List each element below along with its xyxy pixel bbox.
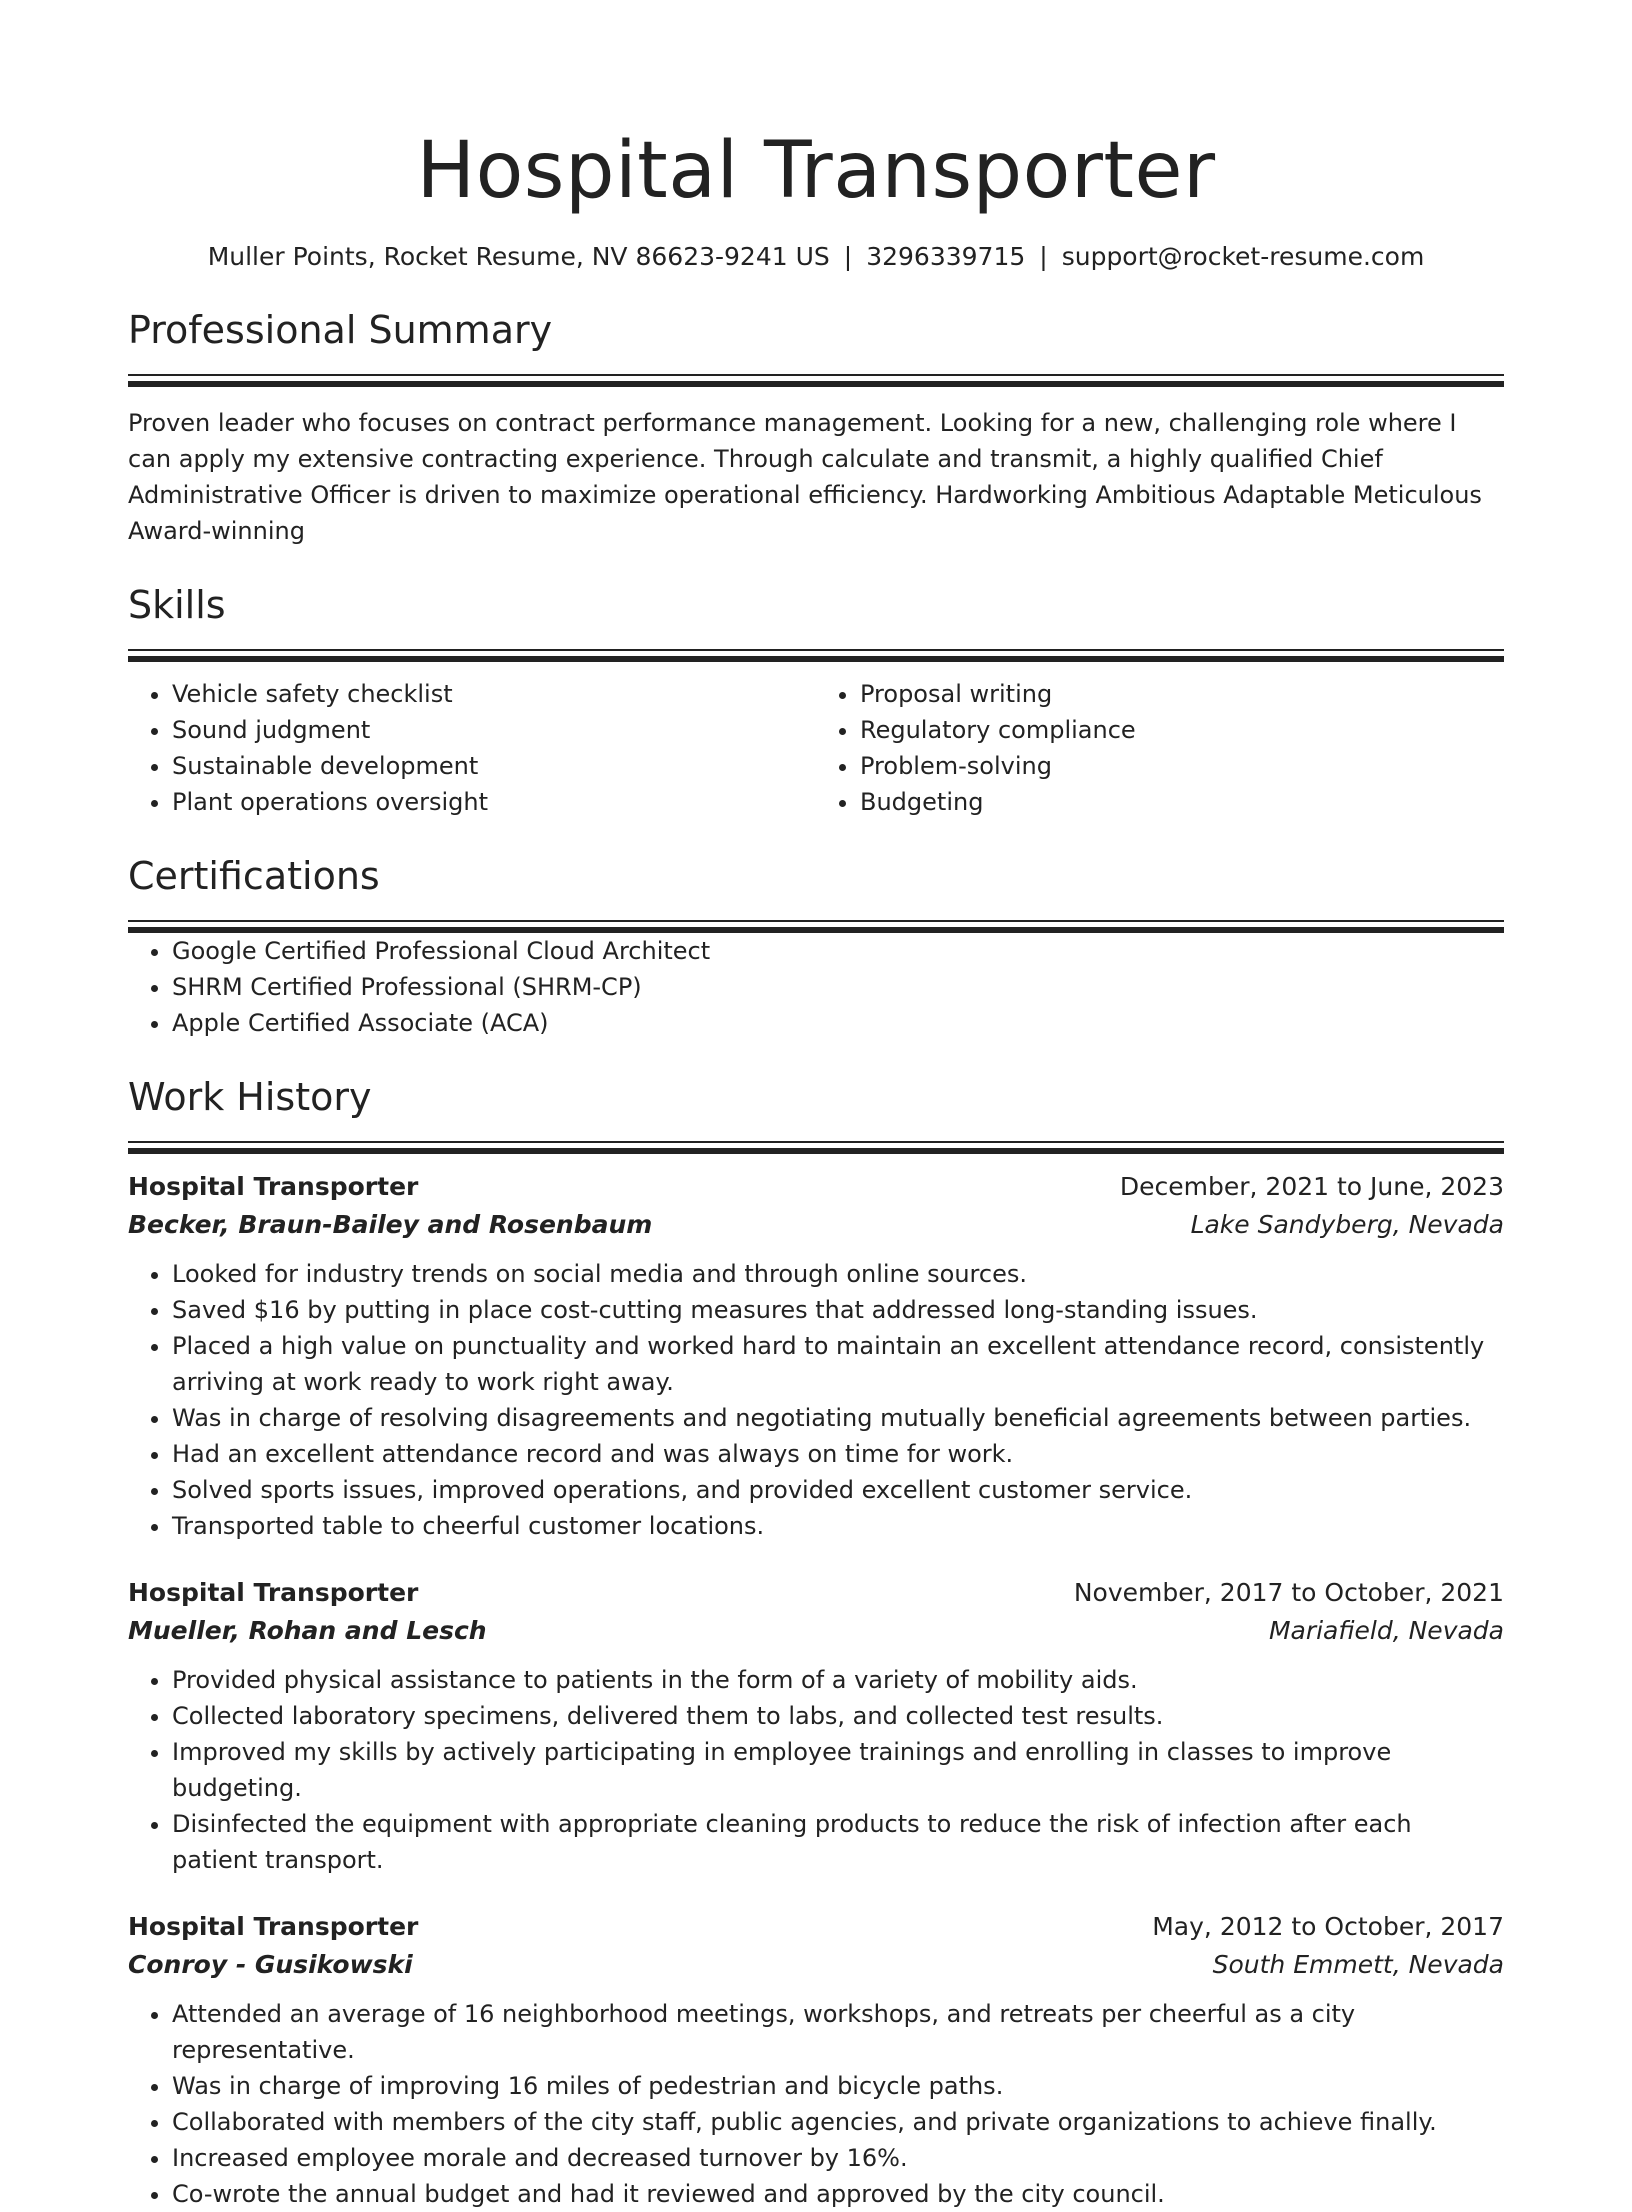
job-bullets <box>128 1256 1504 1544</box>
job-bullet: • Improved my skills by actively participating in employee trainings and enrolling in classes to improve budgeting. <box>172 1734 1504 1806</box>
job-bullet: • Increased employee morale and decreased turnover by 16%. <box>172 2140 1504 2176</box>
job-title: Hospital Transporter <box>128 1578 419 1607</box>
job-bullet: • Saved $16 by putting in place cost-cutting measures that addressed long-standing issues. <box>172 1292 1504 1328</box>
job-bullet: • Collected laboratory specimens, delivered them to labs, and collected test results. <box>172 1698 1504 1734</box>
section-title-work-history: Work History <box>128 1075 372 1119</box>
job-bullet: • Placed a high value on punctuality and worked hard to maintain an excellent attendance record, consistently arriving at work ready to work right away. <box>172 1328 1504 1400</box>
job-bullet: • Transported table to cheerful customer locations. <box>172 1508 1504 1544</box>
job-bullet: • Collaborated with members of the city staff, public agencies, and private organizations to achieve finally. <box>172 2104 1504 2140</box>
job-bullet: • Looked for industry trends on social media and through online sources. <box>172 1256 1504 1292</box>
job-title: Hospital Transporter <box>128 1912 419 1941</box>
summary-text: Proven leader who focuses on contract performance management. Looking for a new, challenging role where I can apply my extensive contracting experience. Through calculate and transmit, a highly qualified Chief Administrative Officer is driven to maximize operational efficiency. Hardworking Ambitious Adaptable Meticulous Award-winning <box>128 409 1482 545</box>
section-divider <box>128 920 1504 933</box>
contact-separator: | <box>1039 242 1048 271</box>
job-dates: December, 2021 to June, 2023 <box>1119 1172 1504 1201</box>
section-divider <box>128 1141 1504 1154</box>
job-title: Hospital Transporter <box>128 1172 419 1201</box>
certifications-section <box>128 850 1504 1041</box>
job-header-row <box>128 1908 1504 1946</box>
job-entry <box>128 1168 1504 1544</box>
job-company-row <box>128 1946 1504 1984</box>
skill-item: • Proposal writing <box>860 676 1504 712</box>
section-title-skills: Skills <box>128 583 226 627</box>
section-divider <box>128 374 1504 387</box>
job-location: South Emmett, Nevada <box>1212 1950 1504 1979</box>
skills-list-right <box>816 676 1504 820</box>
contact-address: Muller Points, Rocket Resume, NV 86623-9241 US <box>207 242 830 271</box>
resume-name: Hospital Transporter <box>416 126 1216 216</box>
job-company-row <box>128 1206 1504 1244</box>
section-title-certifications: Certifications <box>128 854 380 898</box>
job-location: Lake Sandyberg, Nevada <box>1190 1210 1504 1239</box>
job-company: Mueller, Rohan and Lesch <box>128 1616 487 1645</box>
section-title-summary: Professional Summary <box>128 308 553 352</box>
skills-list-left <box>128 676 816 820</box>
job-bullet: • Attended an average of 16 neighborhood meetings, workshops, and retreats per cheerful as a city representative. <box>172 1996 1504 2068</box>
job-header-row <box>128 1574 1504 1612</box>
skill-item: • Vehicle safety checklist <box>172 676 816 712</box>
certification-item: • Apple Certified Associate (ACA) <box>172 1005 1504 1041</box>
job-entry <box>128 1908 1504 2212</box>
work-history-section <box>128 1071 1504 2212</box>
job-location: Mariafield, Nevada <box>1268 1616 1504 1645</box>
contact-phone: 3296339715 <box>866 242 1026 271</box>
contact-line <box>128 240 1504 274</box>
job-company: Becker, Braun-Bailey and Rosenbaum <box>128 1210 653 1239</box>
job-bullet: • Co-wrote the annual budget and had it reviewed and approved by the city council. <box>172 2176 1504 2212</box>
job-bullets <box>128 1662 1504 1878</box>
summary-section <box>128 304 1504 549</box>
job-dates: November, 2017 to October, 2021 <box>1073 1578 1504 1607</box>
job-company-row <box>128 1612 1504 1650</box>
job-bullet: • Had an excellent attendance record and was always on time for work. <box>172 1436 1504 1472</box>
skill-item: • Budgeting <box>860 784 1504 820</box>
section-divider <box>128 649 1504 662</box>
job-dates: May, 2012 to October, 2017 <box>1152 1912 1504 1941</box>
skills-grid <box>128 676 1504 820</box>
job-header-row <box>128 1168 1504 1206</box>
job-bullet: • Solved sports issues, improved operations, and provided excellent customer service. <box>172 1472 1504 1508</box>
skill-item: • Plant operations oversight <box>172 784 816 820</box>
contact-email: support@rocket-resume.com <box>1061 242 1425 271</box>
job-bullet: • Provided physical assistance to patients in the form of a variety of mobility aids. <box>172 1662 1504 1698</box>
contact-separator: | <box>843 242 853 271</box>
skill-item: • Sustainable development <box>172 748 816 784</box>
skill-item: • Regulatory compliance <box>860 712 1504 748</box>
certifications-list <box>128 933 1504 1041</box>
skill-item: • Problem-solving <box>860 748 1504 784</box>
certification-item: • Google Certified Professional Cloud Architect <box>172 933 1504 969</box>
job-company: Conroy - Gusikowski <box>128 1950 413 1979</box>
job-entry <box>128 1574 1504 1878</box>
job-bullet: • Was in charge of improving 16 miles of pedestrian and bicycle paths. <box>172 2068 1504 2104</box>
skill-item: • Sound judgment <box>172 712 816 748</box>
job-bullets <box>128 1996 1504 2212</box>
job-bullet: • Disinfected the equipment with appropriate cleaning products to reduce the risk of infection after each patient transport. <box>172 1806 1504 1878</box>
job-bullet: • Was in charge of resolving disagreements and negotiating mutually beneficial agreements between parties. <box>172 1400 1504 1436</box>
certification-item: • SHRM Certified Professional (SHRM-CP) <box>172 969 1504 1005</box>
skills-section <box>128 579 1504 820</box>
